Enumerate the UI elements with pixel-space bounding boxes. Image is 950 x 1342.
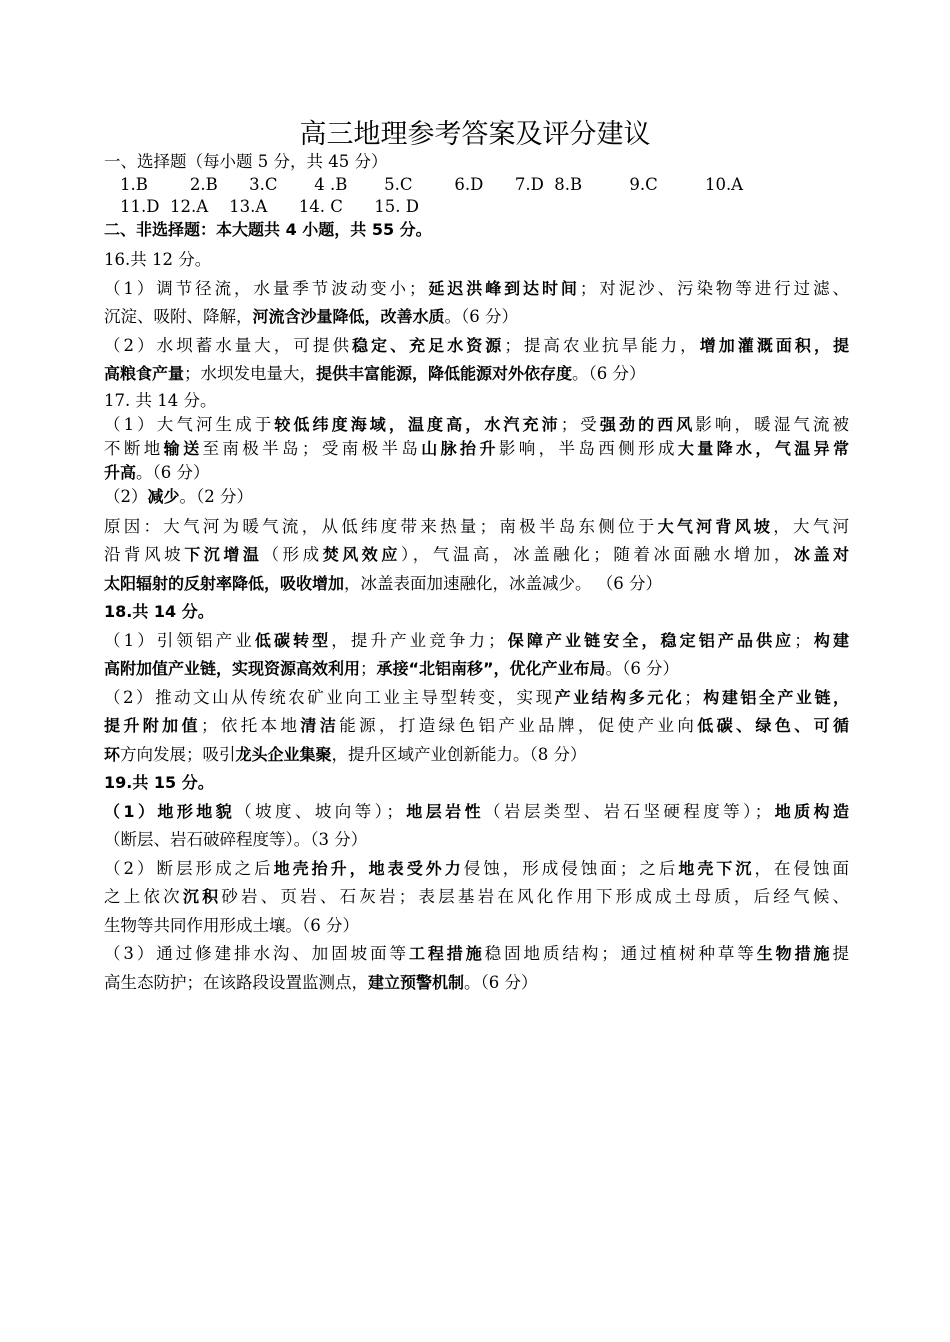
q17-reason-line1: 原因：大气河为暖气流，从低纬度带来热量；南极半岛东侧位于大气河背风坡，大气河 (104, 516, 849, 536)
q19-heading: 19.共 15 分。 (104, 773, 214, 792)
section-1-heading: 一、选择题（每小题 5 分，共 45 分） (104, 152, 388, 171)
q16-part1-line2: 沉淀、吸附、降解，河流含沙量降低，改善水质。（6 分） (104, 307, 519, 326)
q18-heading: 18.共 14 分。 (104, 602, 214, 621)
q19-part2-line2: 之上依次沉积砂岩、页岩、石灰岩；表层基岩在风化作用下形成成土母质，后经气候、 (104, 887, 850, 906)
q17-heading: 17. 共 14 分。 (104, 390, 217, 410)
q16-part1-line1: （1）调节径流，水量季节波动变小；延迟洪峰到达时间；对泥沙、污染物等进行过滤、 (104, 278, 849, 298)
q19-part3-line1: （3）通过修建排水沟、加固坡面等工程措施稳固地质结构；通过植树种草等生物措施提 (104, 944, 849, 963)
q17-part1-line1: （1）大气河生成于较低纬度海域，温度高，水汽充沛；受强劲的西风影响，暖湿气流被 (104, 414, 849, 434)
q18-part2-line3: 环方向发展；吸引龙头企业集聚，提升区域产业创新能力。（8 分） (104, 744, 587, 764)
q16-part2-line1: （2）水坝蓄水量大，可提供稳定、充足水资源；提高农业抗旱能力，增加灌溉面积，提 (104, 335, 849, 355)
q16-part2-line2: 高粮食产量；水坝发电量大，提供丰富能源，降低能源对外依存度。（6 分） (104, 364, 646, 383)
q19-part3-line2: 高生态防护；在该路段设置监测点，建立预警机制。（6 分） (104, 972, 538, 992)
q18-part2-line2: 提升附加值；依托本地清洁能源，打造绿色铝产业品牌，促使产业向低碳、绿色、可循 (104, 716, 849, 735)
q17-reason-line2: 沿背风坡下沉增温（形成焚风效应），气温高，冰盖融化；随着冰面融水增加，冰盖对 (104, 545, 850, 564)
q18-part2-line1: （2）推动文山从传统农矿业向工业主导型转变，实现产业结构多元化；构建铝全产业链， (104, 687, 849, 707)
page-title: 高三地理参考答案及评分建议 (299, 119, 651, 150)
q16-heading: 16.共 12 分。 (104, 250, 212, 269)
mc-answers-row-1: 1.B 2.B 3.C 4 .B 5.C 6.D 7.D 8.B 9.C 10.A (120, 175, 744, 194)
q19-part2-line3: 生物等共同作用形成土壤。（6 分） (104, 915, 359, 935)
q17-part1-line3: 升高。（6 分） (104, 462, 210, 482)
q19-part1-line2: （断层、岩石破碎程度等）。（3 分） (104, 830, 368, 849)
q18-part1-line1: （1）引领铝产业低碳转型，提升产业竞争力；保障产业链安全，稳定铝产品供应；构建 (104, 630, 849, 650)
q18-part1-line2: 高附加值产业链，实现资源高效利用；承接“北铝南移”，优化产业布局。（6 分） (104, 659, 680, 678)
q19-part2-line1: （2）断层形成之后地壳抬升，地表受外力侵蚀，形成侵蚀面；之后地壳下沉，在侵蚀面 (104, 858, 849, 878)
q19-part1-line1: （1）地形地貌（坡度、坡向等）；地层岩性（岩层类型、岩石坚硬程度等）；地质构造 (104, 801, 849, 821)
q17-part2: （2）减少。（2 分） (104, 486, 254, 506)
q17-reason-line3: 太阳辐射的反射率降低，吸收增加，冰盖表面加速融化，冰盖减少。 （6 分） (104, 573, 663, 593)
answer-body (104, 150, 849, 997)
q17-part1-line2: 不断地输送至南极半岛；受南极半岛山脉抬升影响，半岛西侧形成大量降水，气温异常 (104, 438, 849, 458)
mc-answers-row-2: 11.D 12.A 13.A 14. C 15. D (120, 197, 420, 216)
section-2-heading: 二、非选择题：本大题共 4 小题，共 55 分。 (104, 220, 432, 239)
